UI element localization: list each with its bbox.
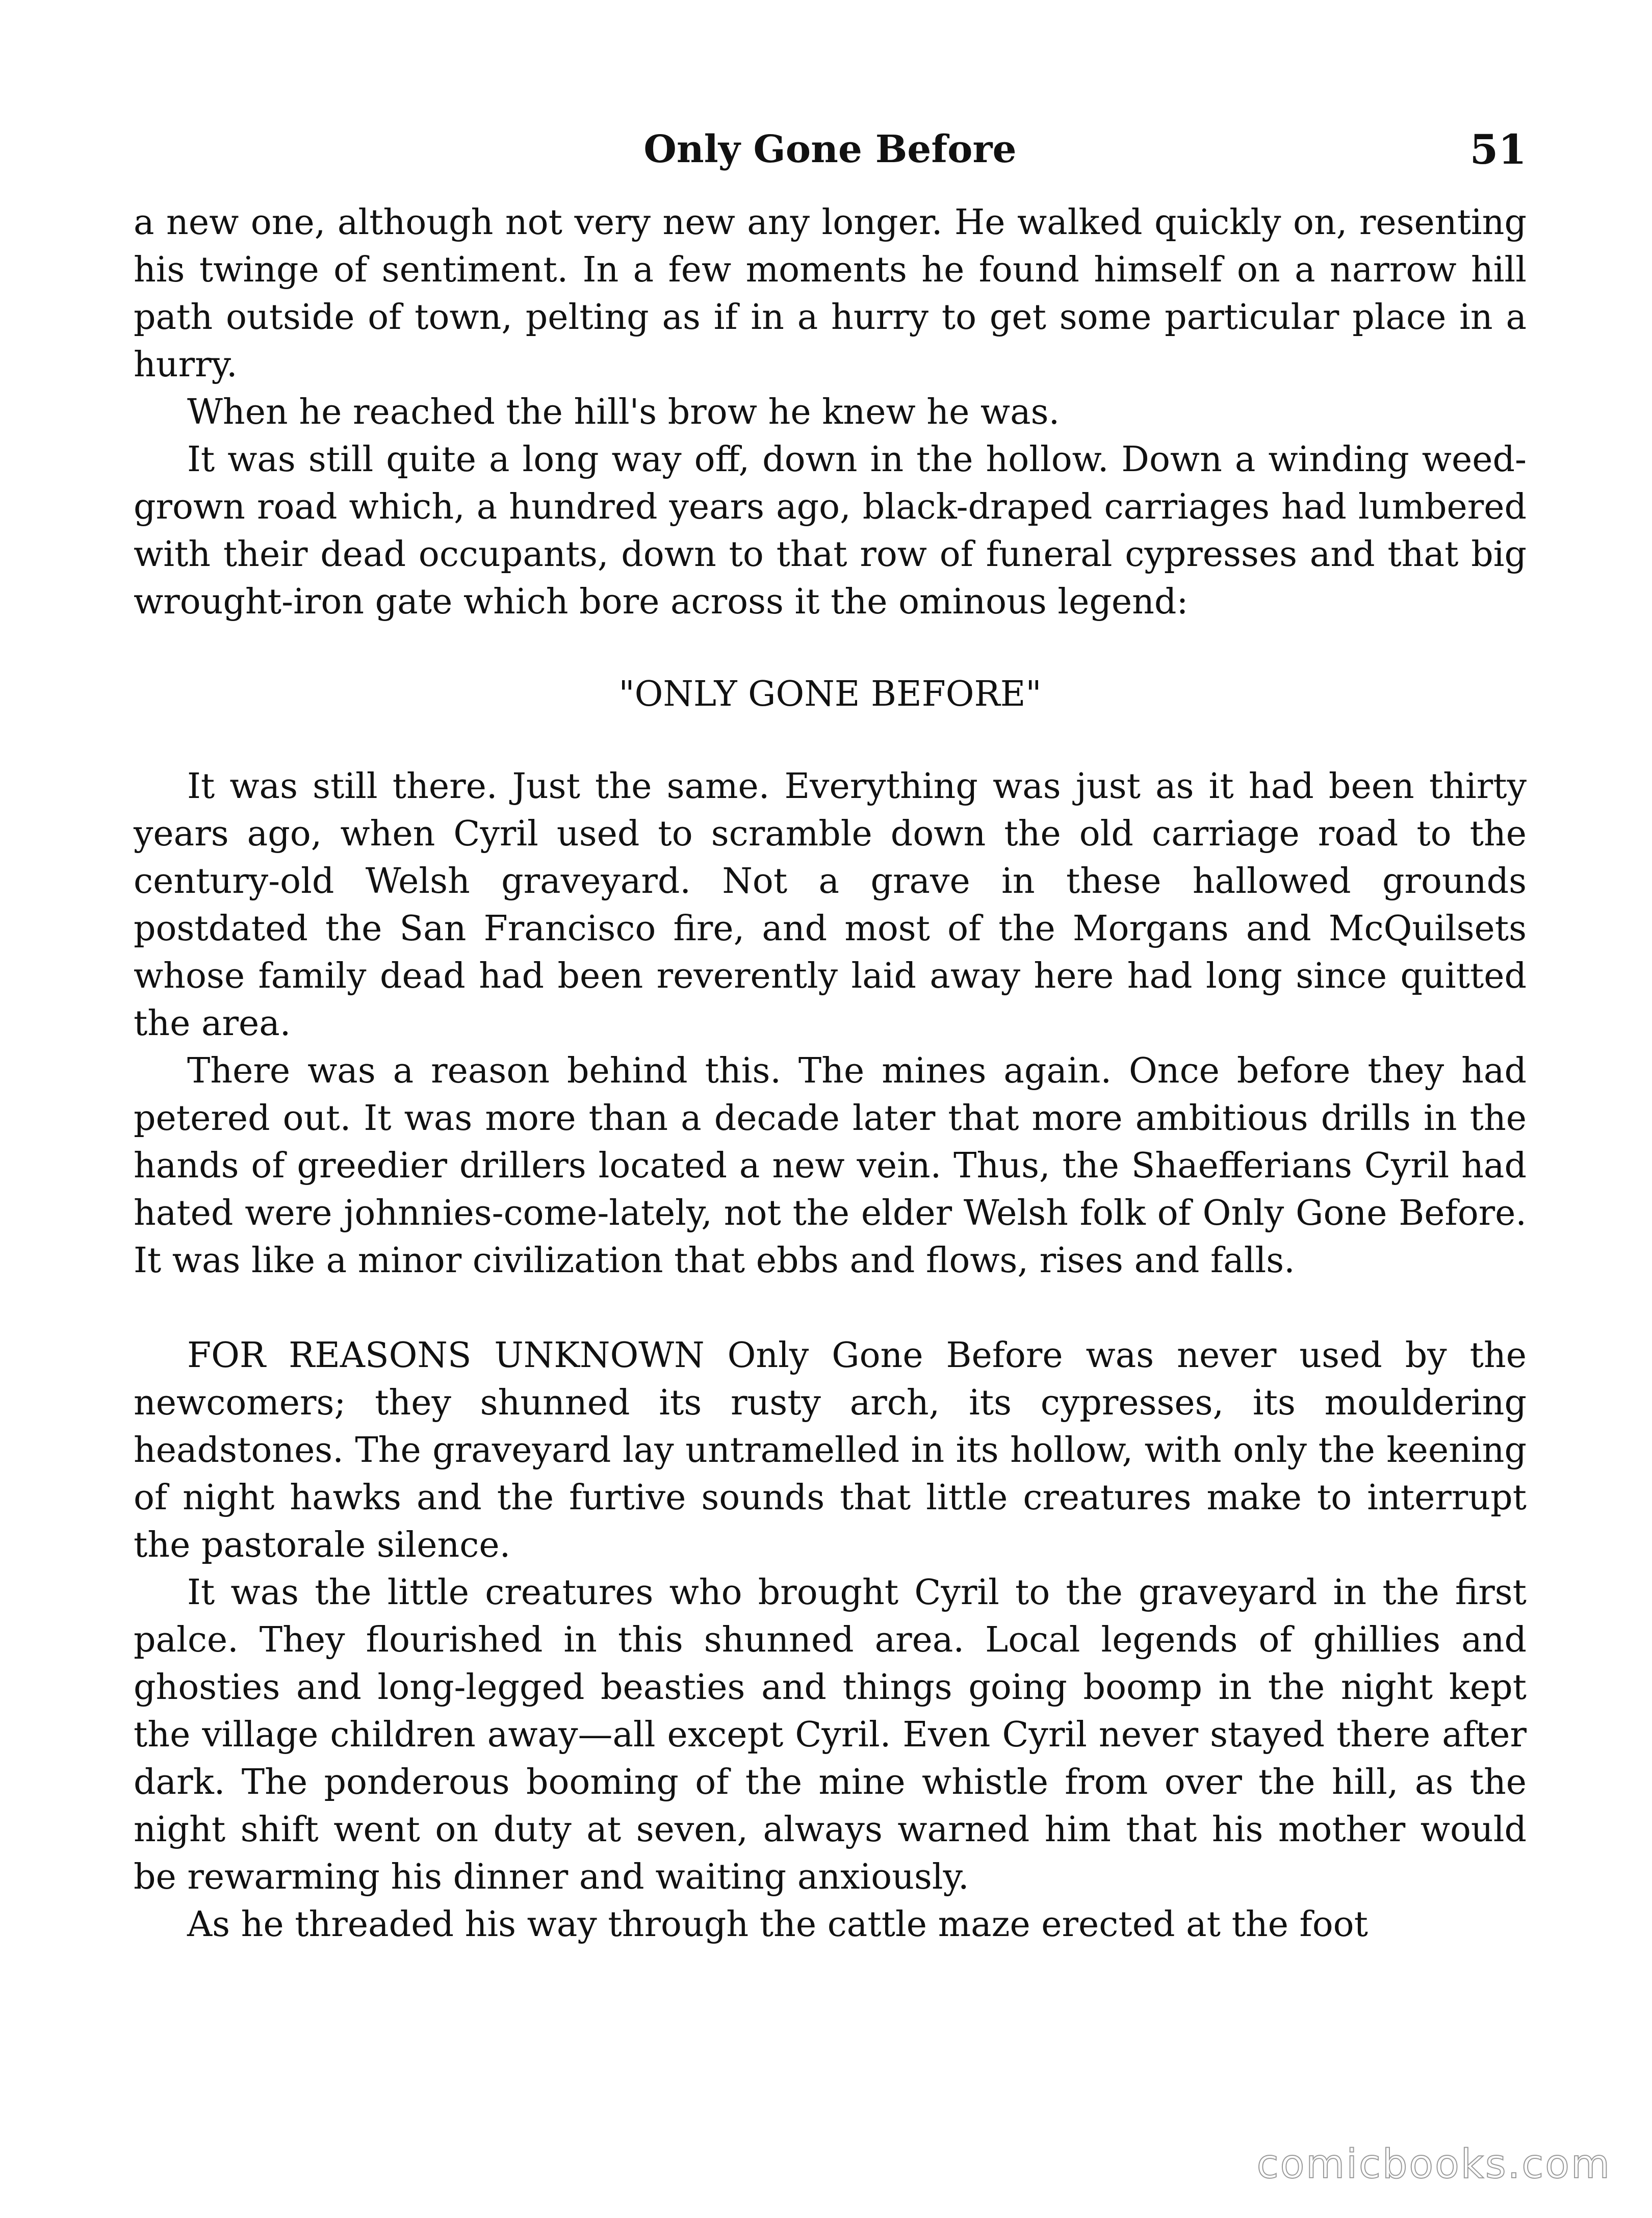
paragraph: It was still there. Just the same. Everything was just as it had been thirty years ago, when Cyril used to scramble down the old carriage road to the century-old Welsh graveyard. Not a grave in these hallowed grounds postdated the San Francisco fire, and most of the Morgans and McQuilsets whose family dead had been reverently laid away here had long since quitted the area. [134, 766, 1527, 1044]
body-text [134, 199, 1527, 1948]
section-opening-paragraph: FOR REASONS UNKNOWN Only Gone Before was never used by the newcomers; they shunned its rusty arch, its cypresses, its mouldering headstones. The graveyard lay untramelled in its hollow, with only the keening of night hawks and the furtive sounds that little creatures make to interrupt the pastorale silence. [134, 1335, 1527, 1565]
paragraph: It was the little creatures who brought Cyril to the graveyard in the first palce. They flourished in this shunned area. Local legends of ghillies and ghosties and long-legged beasties and things going boomp in the night kept the village children away—all except Cyril. Even Cyril never stayed there after dark. The ponderous booming of the mine whistle from over the hill, as the night shift went on duty at seven, always warned him that his mother would be rewarming his dinner and waiting anxiously. [134, 1572, 1527, 1897]
paragraph: As he threaded his way through the cattle maze erected at the foot [187, 1904, 1368, 1945]
page-number: 51 [1469, 125, 1527, 173]
watermark: comicbooks.com [1256, 2142, 1611, 2187]
paragraph: It was still quite a long way off, down in the hollow. Down a winding weed-grown road which, a hundred years ago, black-draped carriages had lumbered with their dead occupants, down to that row of funeral cypresses and that big wrought-iron gate which bore across it the ominous legend: [134, 440, 1527, 622]
gate-legend: "ONLY GONE BEFORE" [618, 674, 1042, 714]
paragraph-continuation: a new one, although not very new any longer. He walked quickly on, resenting his twinge of sentiment. In a few moments he found himself on a narrow hill path outside of town, pelting as if in a hurry to get some particular place in a hurry. [134, 202, 1527, 385]
running-title: Only Gone Before [643, 127, 1017, 171]
paragraph: When he reached the hill's brow he knew he was. [187, 392, 1060, 432]
running-head [134, 121, 1527, 177]
paragraph: There was a reason behind this. The mines again. Once before they had petered out. It was more than a decade later that more ambitious drills in the hands of greedier drillers located a new vein. Thus, the Shaefferians Cyril had hated were johnnies-come-lately, not the elder Welsh folk of Only Gone Before. It was like a minor civilization that ebbs and flows, rises and falls. [134, 1051, 1527, 1281]
